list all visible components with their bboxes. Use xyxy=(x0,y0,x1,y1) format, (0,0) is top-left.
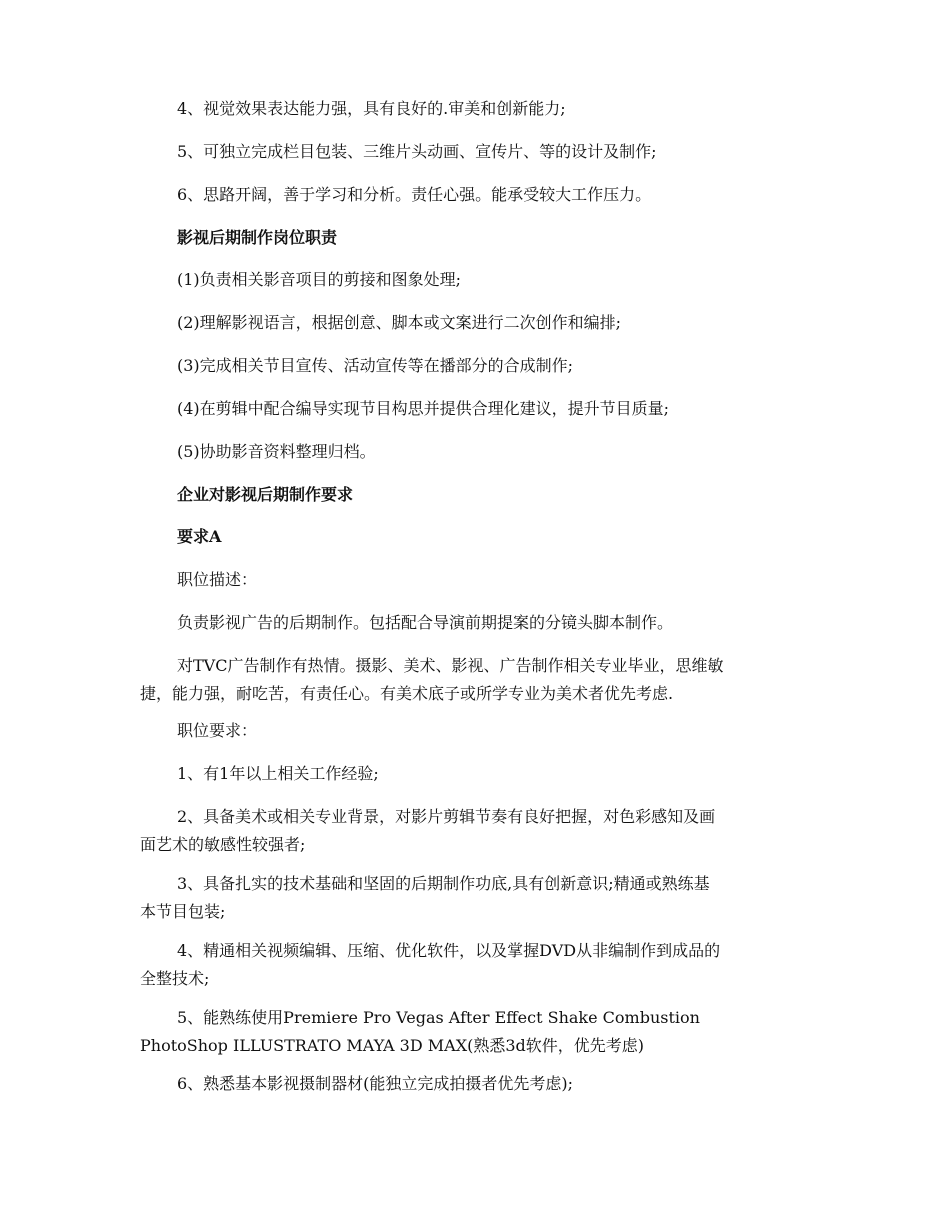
paragraph-line: 捷，能力强，耐吃苦，有责任心。有美术底子或所学专业为美术者优先考虑. xyxy=(140,684,674,703)
paragraph-line: 全整技术; xyxy=(140,969,210,988)
duty-item: (2)理解影视语言，根据创意、脚本或文案进行二次创作和编排; xyxy=(177,313,622,332)
text-line: 4、视觉效果表达能力强，具有良好的.审美和创新能力; xyxy=(177,99,566,118)
paragraph-line: 3、具备扎实的技术基础和坚固的后期制作功底,具有创新意识;精通或熟练基 xyxy=(177,874,710,893)
text-line: 6、思路开阔，善于学习和分析。责任心强。能承受较大工作压力。 xyxy=(177,185,652,204)
requirement-paragraph xyxy=(140,1004,812,1060)
paragraph-line: 对TVC广告制作有热情。摄影、美术、影视、广告制作相关专业毕业，思维敏 xyxy=(177,656,724,675)
paragraph-line: 5、能熟练使用Premiere Pro Vegas After Effect Shake Combustion xyxy=(177,1008,700,1027)
sub-heading: 要求A xyxy=(177,527,222,546)
paragraph-line: 4、精通相关视频编辑、压缩、优化软件，以及掌握DVD从非编制作到成品的 xyxy=(177,941,721,960)
label-job-description: 职位描述： xyxy=(177,570,258,589)
paragraph-line: 本节目包装; xyxy=(140,902,226,921)
paragraph xyxy=(140,652,812,708)
paragraph-line: 面艺术的敏感性较强者; xyxy=(140,835,306,854)
section-heading: 企业对影视后期制作要求 xyxy=(177,485,354,504)
requirement-item: 1、有1年以上相关工作经验; xyxy=(177,764,379,783)
requirement-paragraph xyxy=(140,803,812,859)
text-line: 5、可独立完成栏目包装、三维片头动画、宣传片、等的设计及制作; xyxy=(177,142,657,161)
paragraph-line: PhotoShop ILLUSTRATO MAYA 3D MAX(熟悉3d软件，优先考虑) xyxy=(140,1036,644,1055)
duty-item: (1)负责相关影音项目的剪接和图象处理; xyxy=(177,270,462,289)
duty-item: (4)在剪辑中配合编导实现节目构思并提供合理化建议，提升节目质量; xyxy=(177,399,670,418)
label-job-requirements: 职位要求： xyxy=(177,721,258,740)
requirement-paragraph xyxy=(140,937,812,993)
duty-item: (3)完成相关节目宣传、活动宣传等在播部分的合成制作; xyxy=(177,356,574,375)
duty-item: (5)协助影音资料整理归档。 xyxy=(177,442,376,461)
paragraph-line: 2、具备美术或相关专业背景，对影片剪辑节奏有良好把握，对色彩感知及画 xyxy=(177,807,716,826)
requirement-paragraph xyxy=(140,870,812,926)
section-heading: 影视后期制作岗位职责 xyxy=(177,228,338,247)
text-line: 负责影视广告的后期制作。包括配合导演前期提案的分镜头脚本制作。 xyxy=(177,613,674,632)
requirement-item: 6、熟悉基本影视摄制器材(能独立完成拍摄者优先考虑); xyxy=(177,1074,574,1093)
